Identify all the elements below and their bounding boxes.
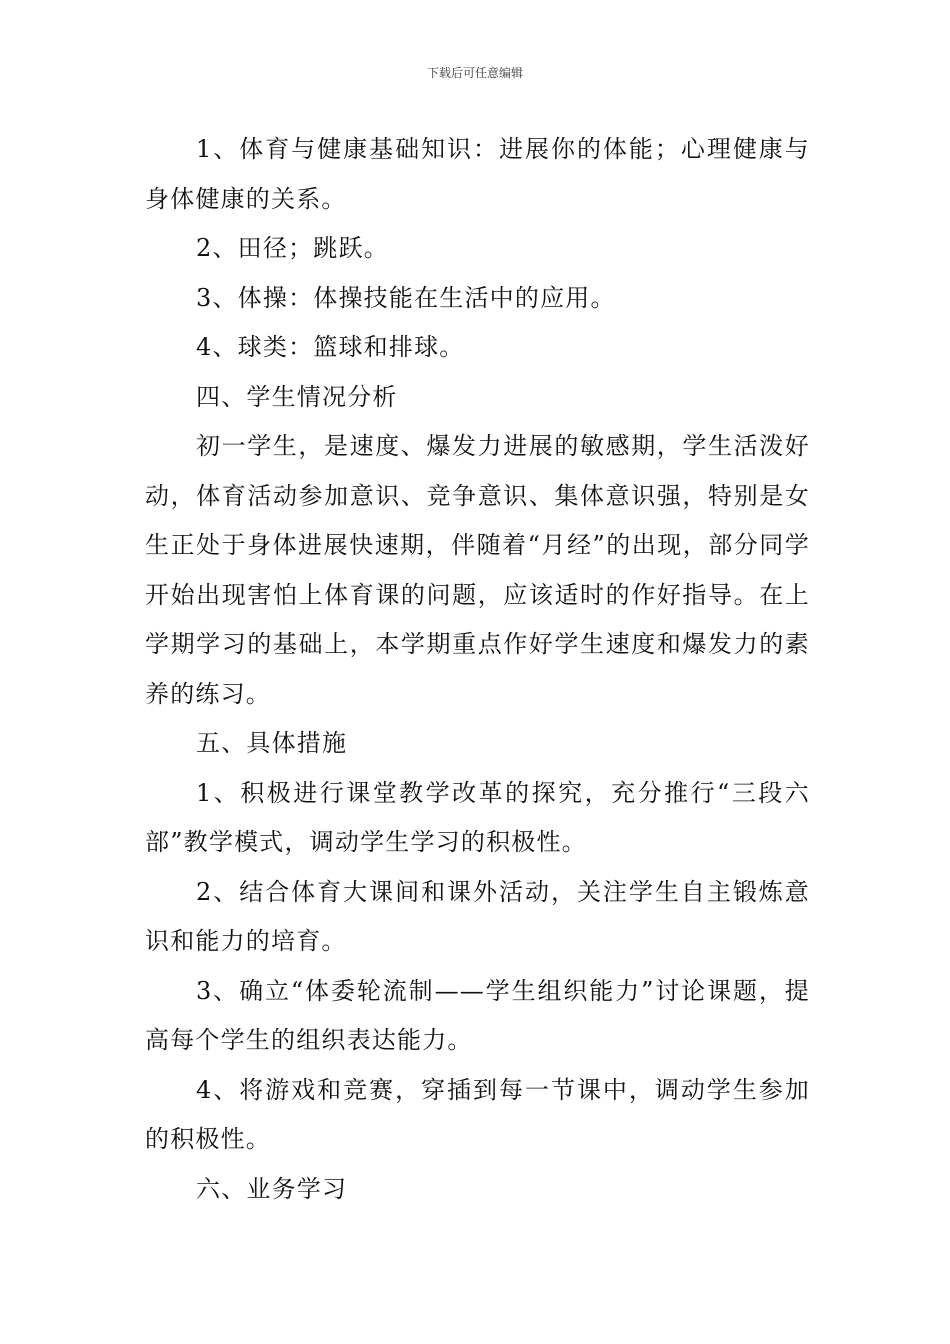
section-heading-measures: 五、具体措施	[196, 729, 348, 757]
paragraph-measure-3: 3、确立“体委轮流制——学生组织能力”讨论课题，提高每个学生的组织表达能力。	[145, 976, 810, 1054]
paragraph-student-analysis: 初一学生，是速度、爆发力进展的敏感期，学生活泼好动，体育活动参加意识、竞争意识、集体意识强，特别是女生正处于身体进展快速期，伴随着“月经”的出现，部分同学开始出现害怕上体育课的问题，应该适时的作好指导。在上学期学习的基础上，本学期重点作好学生速度和爆发力的素养的练习。	[145, 432, 810, 708]
paragraph-measure-2: 2、结合体育大课间和课外活动，关注学生自主锻炼意识和能力的培育。	[145, 877, 810, 955]
section-heading-student-analysis: 四、学生情况分析	[196, 382, 398, 411]
section-heading-professional-study: 六、业务学习	[196, 1174, 348, 1203]
paragraph-track-field: 2、田径；跳跃。	[196, 234, 389, 262]
paragraph-measure-4: 4、将游戏和竞赛，穿插到每一节课中，调动学生参加的积极性。	[145, 1075, 810, 1153]
paragraph-ball-games: 4、球类：篮球和排球。	[196, 333, 465, 361]
paragraph-measure-1: 1、积极进行课堂教学改革的探究，充分推行“三段六部”教学模式，调动学生学习的积极性。	[145, 778, 810, 856]
document-body	[145, 125, 810, 1214]
page-header: 下载后可任意编辑	[426, 66, 523, 80]
paragraph-basic-knowledge: 1、体育与健康基础知识：进展你的体能；心理健康与身体健康的关系。	[145, 135, 810, 213]
paragraph-gymnastics: 3、体操：体操技能在生活中的应用。	[196, 283, 616, 312]
